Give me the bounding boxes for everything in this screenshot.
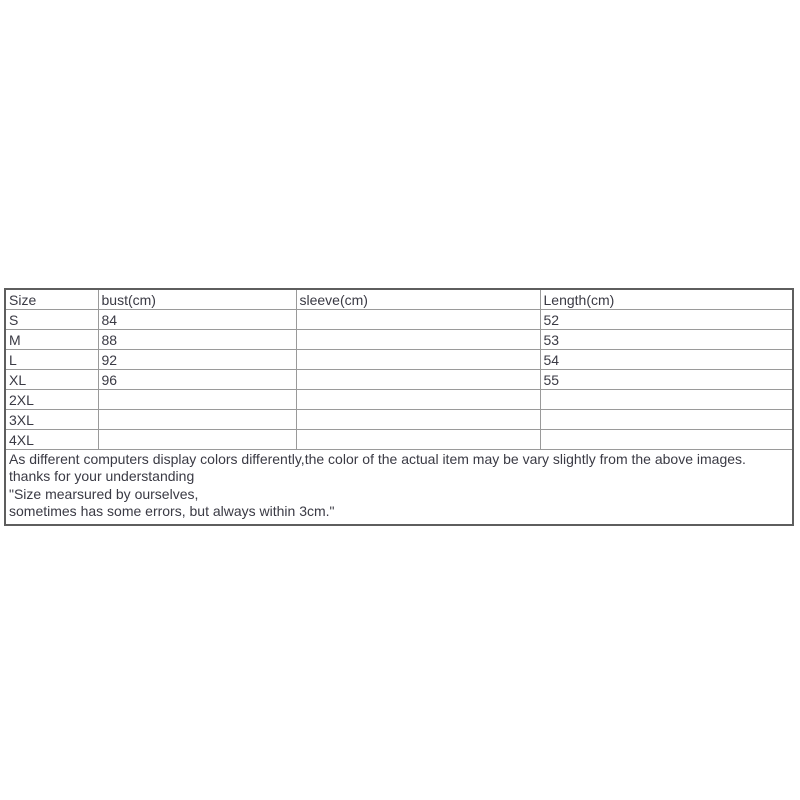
table-cell-size: 3XL (5, 410, 98, 430)
table-cell-bust: 88 (98, 330, 296, 350)
table-row (5, 310, 793, 330)
table-cell-length: 55 (540, 370, 793, 390)
disclaimer-row (5, 450, 793, 525)
header-cell-bust: bust(cm) (98, 289, 296, 310)
table-cell-sleeve (296, 430, 540, 450)
header-cell-sleeve: sleeve(cm) (296, 289, 540, 310)
table-cell-sleeve (296, 330, 540, 350)
table-cell-bust: 92 (98, 350, 296, 370)
table-row (5, 350, 793, 370)
table-cell-sleeve (296, 390, 540, 410)
table-cell-sleeve (296, 370, 540, 390)
table-row (5, 430, 793, 450)
size-chart-table (4, 288, 794, 526)
table-cell-bust: 84 (98, 310, 296, 330)
table-cell-bust (98, 410, 296, 430)
disclaimer-line-thanks: thanks for your understanding (9, 468, 195, 485)
table-row (5, 370, 793, 390)
table-cell-length (540, 430, 793, 450)
table-cell-size: XL (5, 370, 98, 390)
disclaimer-cell (5, 450, 793, 525)
size-chart (4, 288, 794, 526)
table-cell-sleeve (296, 310, 540, 330)
table-cell-bust: 96 (98, 370, 296, 390)
table-cell-size: 4XL (5, 430, 98, 450)
table-cell-sleeve (296, 410, 540, 430)
table-cell-length: 54 (540, 350, 793, 370)
table-row (5, 390, 793, 410)
header-cell-size: Size (5, 289, 98, 310)
disclaimer-line-color-note: As different computers display colors differently,the color of the actual item may be vary slightly from the above images. (9, 451, 746, 467)
table-cell-size: L (5, 350, 98, 370)
table-cell-bust (98, 390, 296, 410)
table-cell-size: 2XL (5, 390, 98, 410)
table-row (5, 330, 793, 350)
table-cell-sleeve (296, 350, 540, 370)
table-cell-size: S (5, 310, 98, 330)
header-row (5, 289, 793, 310)
disclaimer-line-measured: "Size mearsured by ourselves, (9, 485, 199, 502)
table-cell-bust (98, 430, 296, 450)
header-cell-length: Length(cm) (540, 289, 793, 310)
table-cell-length (540, 410, 793, 430)
disclaimer-line-error-margin: sometimes has some errors, but always within 3cm." (9, 503, 335, 520)
table-cell-length: 52 (540, 310, 793, 330)
table-cell-length: 53 (540, 330, 793, 350)
table-row (5, 410, 793, 430)
table-cell-length (540, 390, 793, 410)
table-cell-size: M (5, 330, 98, 350)
